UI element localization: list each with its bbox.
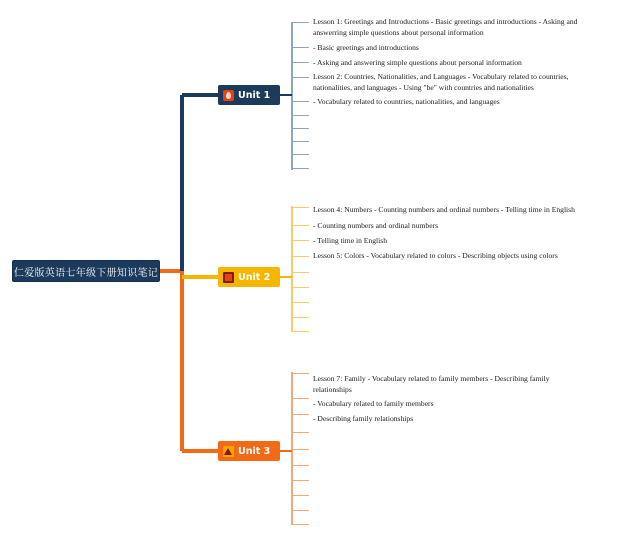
connector-stub-unit2 [280, 276, 292, 278]
leaf-tick [291, 240, 309, 241]
root-node-label: 仁爱版英语七年级下册知识笔记 [13, 267, 159, 279]
connector-spine-unit1 [291, 22, 293, 170]
leaf-text[interactable]: - Describing family relationships [313, 414, 414, 423]
leaf-tick [291, 287, 309, 288]
branch-node-unit-2[interactable] [218, 267, 280, 287]
connector-stub-unit1 [280, 94, 292, 96]
connector-root-trunk [160, 269, 182, 273]
leaf-tick [291, 480, 309, 481]
leaf-tick [291, 373, 309, 374]
branch-node-unit-3[interactable] [218, 441, 280, 461]
leaf-tick [291, 47, 309, 48]
leaf-tick [291, 22, 309, 23]
branch-node-unit-1[interactable] [218, 85, 280, 105]
branch-label-unit-2: Unit 2 [238, 271, 271, 283]
connector-stub-unit3 [280, 450, 292, 452]
leaf-tick [291, 495, 309, 496]
leaf-text[interactable]: Lesson 7: Family - Vocabulary related to family members - Describing family relationships [313, 374, 550, 394]
root-node[interactable] [12, 260, 160, 282]
branch-label-unit-1: Unit 1 [238, 89, 271, 101]
leaf-tick [291, 101, 309, 102]
leaf-tick [291, 510, 309, 511]
leaf-tick [291, 128, 309, 129]
leaf-tick [291, 62, 309, 63]
leaf-tick [291, 115, 309, 116]
leaf-tick [291, 398, 309, 399]
leaf-text[interactable]: Lesson 1: Greetings and Introductions - Basic greetings and introductions - Asking and answerring simple questions about personal information [313, 17, 578, 37]
leaf-tick [291, 207, 309, 208]
leaf-tick [291, 465, 309, 466]
connector-arm-unit2 [182, 275, 220, 279]
mountain-icon [223, 446, 234, 457]
square-icon [223, 272, 234, 283]
leaf-text[interactable]: Lesson 5: Colors - Vocabulary related to colors - Describing objects using colors [313, 251, 558, 260]
leaf-text[interactable]: - Basic greetings and introductions [313, 43, 419, 52]
leaf-text[interactable]: - Counting numbers and ordinal numbers [313, 221, 439, 230]
leaf-tick [291, 414, 309, 415]
leaf-text[interactable]: Lesson 4: Numbers - Counting numbers and ordinal numbers - Telling time in English [313, 205, 575, 214]
connector-arm-unit3 [182, 449, 220, 453]
leaf-tick [291, 331, 309, 332]
leaf-tick [291, 77, 309, 78]
leaf-tick [291, 141, 309, 142]
leaf-tick [291, 524, 309, 525]
flame-icon [223, 90, 234, 101]
leaf-text[interactable]: - Vocabulary related to countries, nationalities, and languages [313, 97, 500, 106]
connector-arm-unit1 [182, 93, 220, 97]
leaf-tick [291, 432, 309, 433]
leaf-tick [291, 272, 309, 273]
leaf-text[interactable]: - Asking and answering simple questions about personal information [313, 58, 522, 67]
leaf-tick [291, 225, 309, 226]
branch-label-unit-3: Unit 3 [238, 445, 271, 457]
leaf-tick [291, 317, 309, 318]
leaf-tick [291, 302, 309, 303]
connector-root-vertical-lower [180, 271, 184, 451]
leaf-tick [291, 168, 309, 169]
leaf-tick [291, 154, 309, 155]
leaf-text[interactable]: - Vocabulary related to family members [313, 399, 434, 408]
connector-spine-unit3 [291, 372, 293, 524]
leaf-text[interactable]: Lesson 2: Countries, Nationalities, and Languages - Vocabulary related to countries, nationalities, and languages - Using "be" with countries and nationalities [313, 72, 569, 92]
leaf-tick [291, 256, 309, 257]
leaf-tick [291, 449, 309, 450]
leaf-text[interactable]: - Telling time in English [313, 236, 387, 245]
